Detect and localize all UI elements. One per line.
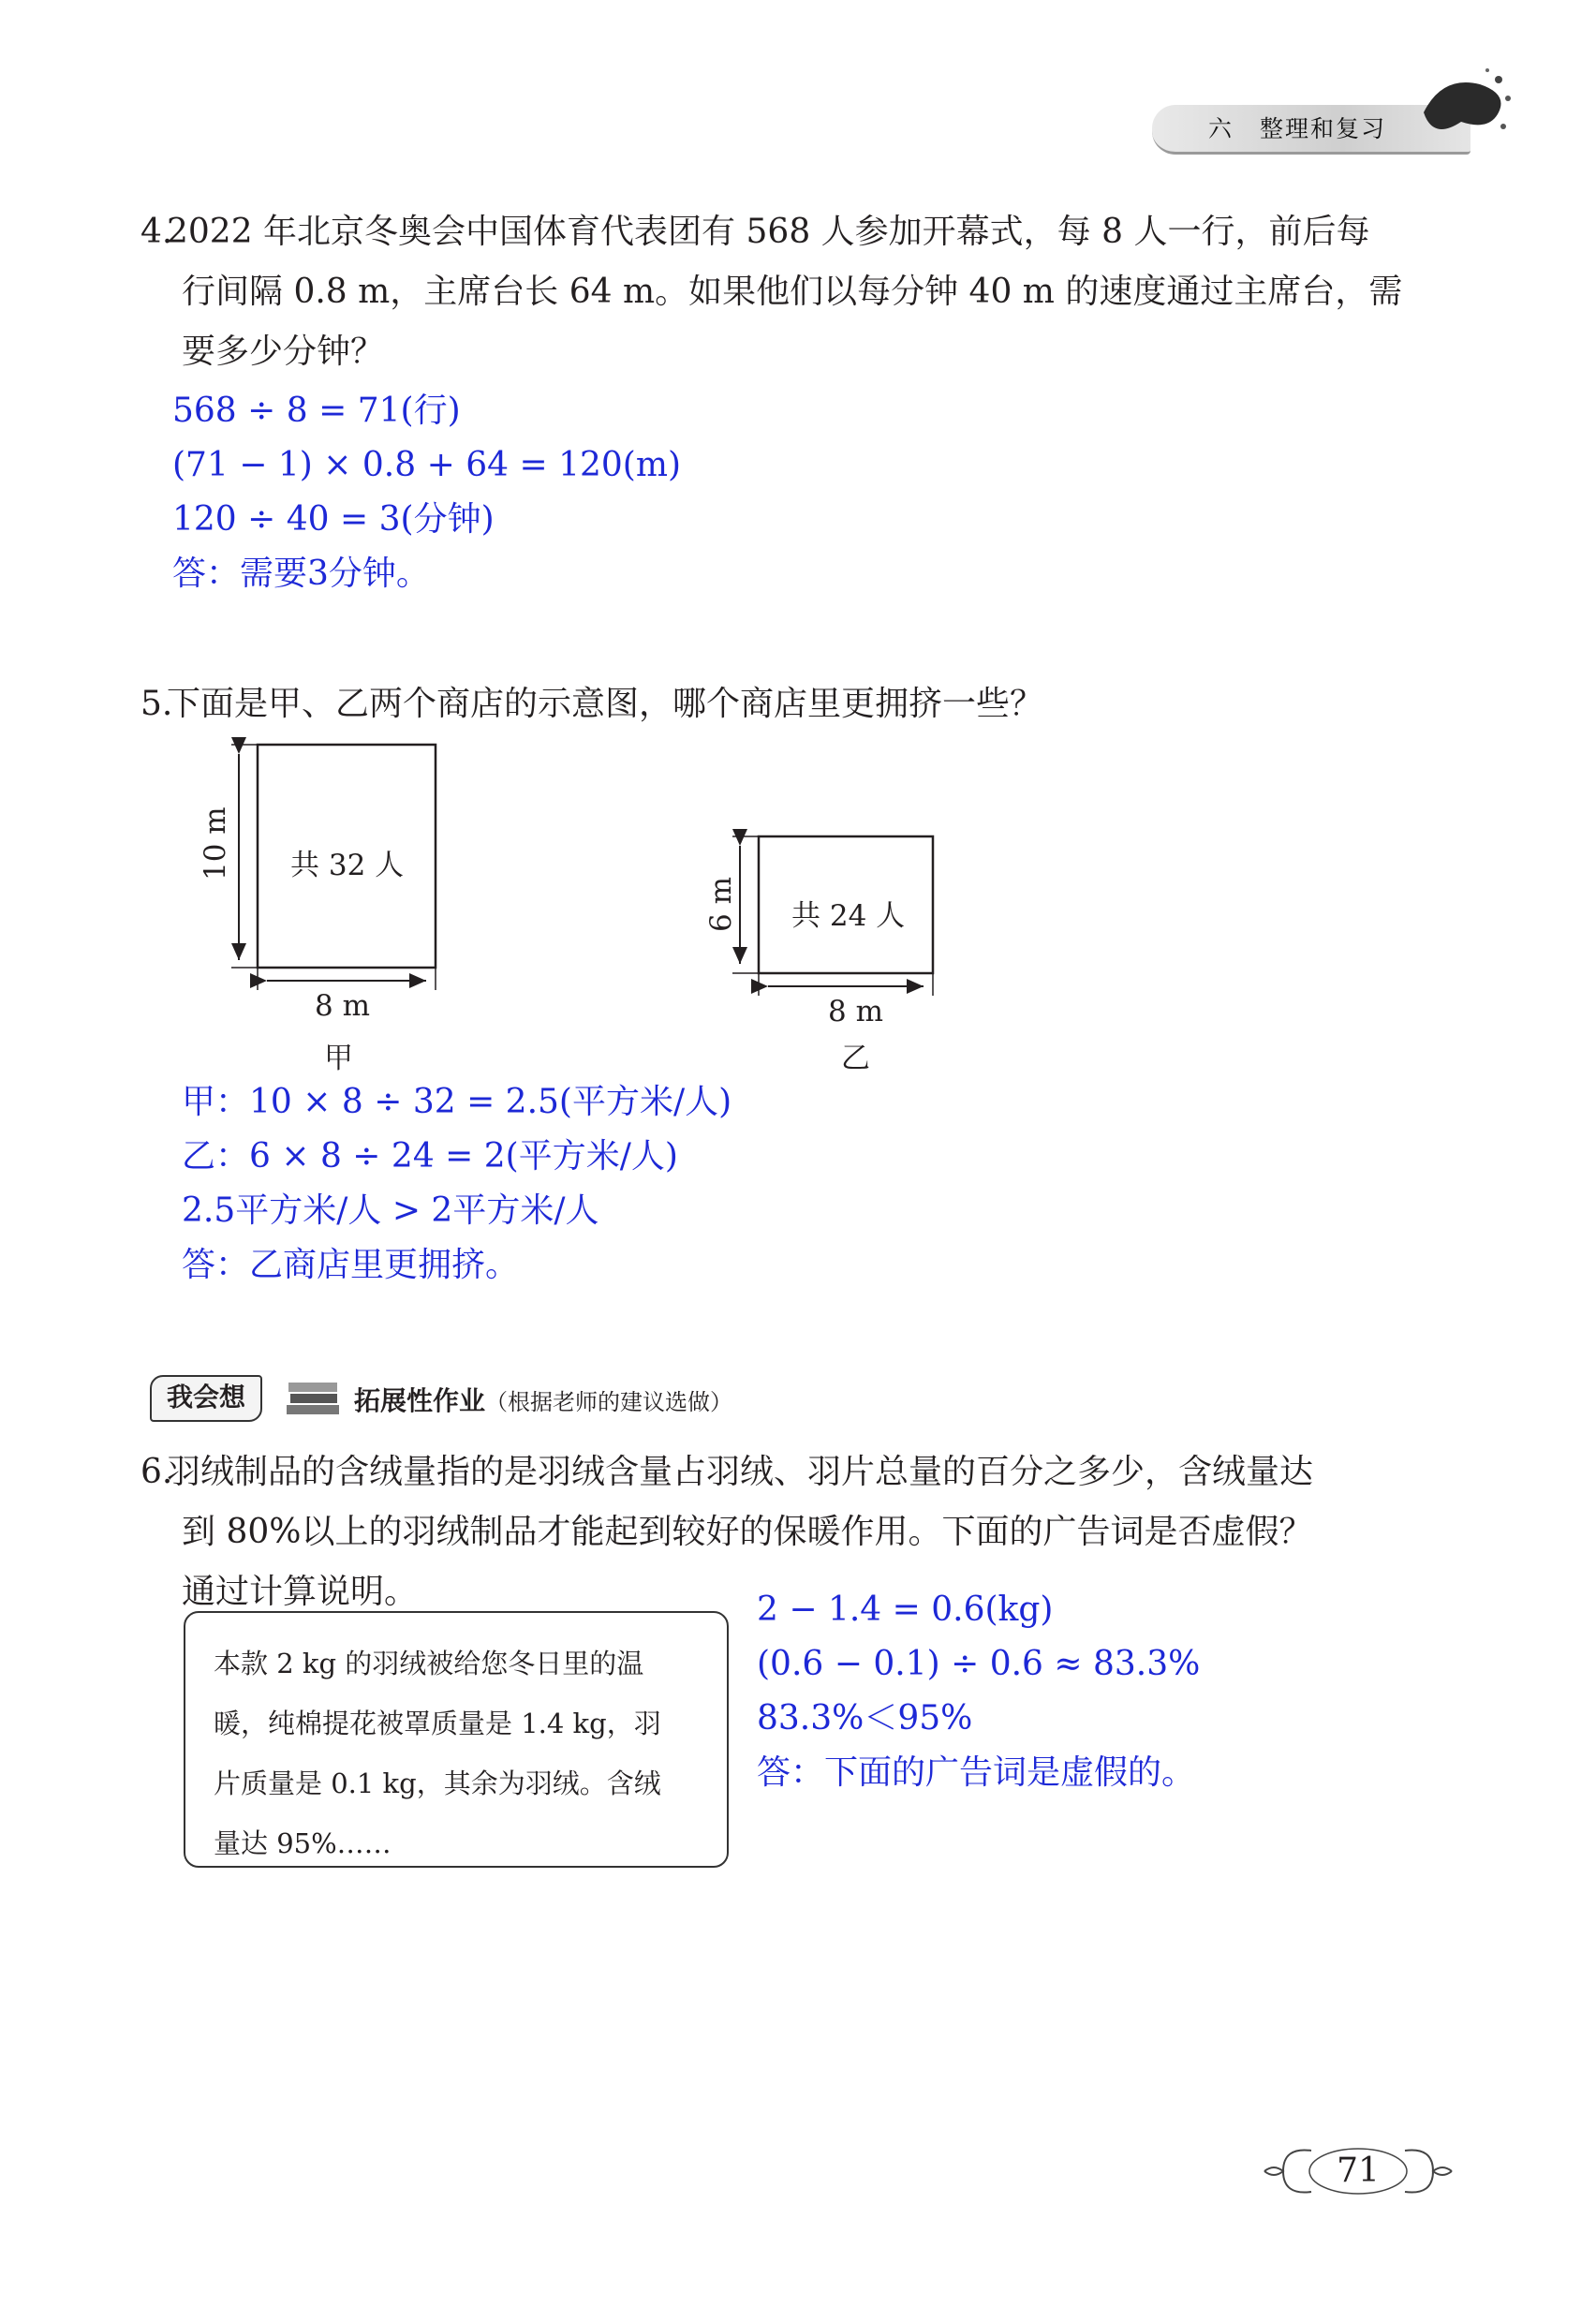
ad-line: 本款 2 kg 的羽绒被给您冬日里的温 <box>214 1648 644 1679</box>
answer-line: 2 − 1.4 = 0.6(kg) <box>757 1590 1054 1629</box>
page-number: 71 <box>1337 2152 1380 2190</box>
question-6-number: 6. <box>140 1453 173 1491</box>
shop-a-height-label: 10 m <box>199 806 232 880</box>
question-4-line-2: 行间隔 0.8 m，主席台长 64 m。如果他们以每分钟 40 m 的速度通过主席台，需 <box>182 273 1403 311</box>
advertisement-text <box>214 1634 701 1873</box>
chapter-header <box>1208 111 1386 144</box>
answer-line: 甲：10 × 8 ÷ 32 = 2.5(平方米/人) <box>182 1083 732 1121</box>
question-4-line-3: 要多少分钟？ <box>182 333 385 371</box>
answer-line: (71 − 1) × 0.8 + 64 = 120(m) <box>172 446 682 484</box>
answer-line: 83.3%＜95% <box>757 1699 973 1738</box>
question-4-answer <box>172 384 681 601</box>
shop-a-width-label: 8 m <box>315 989 370 1023</box>
section-tag: 我会想 <box>150 1375 262 1422</box>
chapter-number: 六 <box>1208 115 1234 142</box>
answer-conclusion: 答：乙商店里更拥挤。 <box>182 1246 520 1284</box>
shop-b-height-label: 6 m <box>704 877 738 932</box>
shop-b-people-label: 共 24 人 <box>791 899 906 933</box>
ad-line: 片质量是 0.1 kg，其余为羽绒。含绒 <box>214 1767 661 1799</box>
answer-conclusion: 答：下面的广告词是虚假的。 <box>757 1753 1196 1792</box>
ad-line: 量达 95%…… <box>214 1827 392 1859</box>
question-5-answer <box>182 1075 732 1293</box>
question-5-number: 5. <box>140 685 173 723</box>
question-5-text: 下面是甲、乙两个商店的示意图，哪个商店里更拥挤一些？ <box>167 685 1044 723</box>
shop-b-name: 乙 <box>841 1042 870 1075</box>
answer-line: 2.5平方米/人 > 2平方米/人 <box>182 1191 599 1230</box>
shop-a-people-label: 共 32 人 <box>290 849 405 882</box>
answer-line: 乙：6 × 8 ÷ 24 = 2(平方米/人) <box>182 1137 678 1176</box>
question-5 <box>140 674 1452 734</box>
books-icon <box>283 1377 345 1420</box>
answer-conclusion: 答：需要3分钟。 <box>172 555 430 593</box>
answer-line: 568 ÷ 8 = 71(行) <box>172 392 461 430</box>
section-title-text: 拓展性作业 <box>354 1385 486 1416</box>
question-6-answer <box>757 1583 1200 1800</box>
answer-line: (0.6 − 0.1) ÷ 0.6 ≈ 83.3% <box>757 1645 1201 1683</box>
shop-b-width-label: 8 m <box>828 995 883 1028</box>
section-note: （根据老师的建议选做） <box>485 1389 733 1415</box>
question-6-line-2: 到 80%以上的羽绒制品才能起到较好的保暖作用。下面的广告词是否虚假？ <box>182 1513 1313 1551</box>
ad-line: 暖，纯棉提花被罩质量是 1.4 kg，羽 <box>214 1708 661 1739</box>
ink-splash-icon <box>1405 56 1517 150</box>
shop-a-name: 甲 <box>324 1042 353 1075</box>
question-6-line-1: 羽绒制品的含绒量指的是羽绒含量占羽绒、羽片总量的百分之多少，含绒量达 <box>167 1453 1314 1491</box>
question-6-line-3: 通过计算说明。 <box>182 1573 419 1611</box>
question-4 <box>140 202 1452 382</box>
answer-line: 120 ÷ 40 = 3(分钟) <box>172 500 495 539</box>
question-4-line-1: 2022 年北京冬奥会中国体育代表团有 568 人参加开幕式，每 8 人一行，前后每 <box>167 213 1370 251</box>
section-title <box>354 1381 732 1418</box>
question-4-number: 4. <box>140 213 173 251</box>
chapter-title: 整理和复习 <box>1260 115 1387 142</box>
